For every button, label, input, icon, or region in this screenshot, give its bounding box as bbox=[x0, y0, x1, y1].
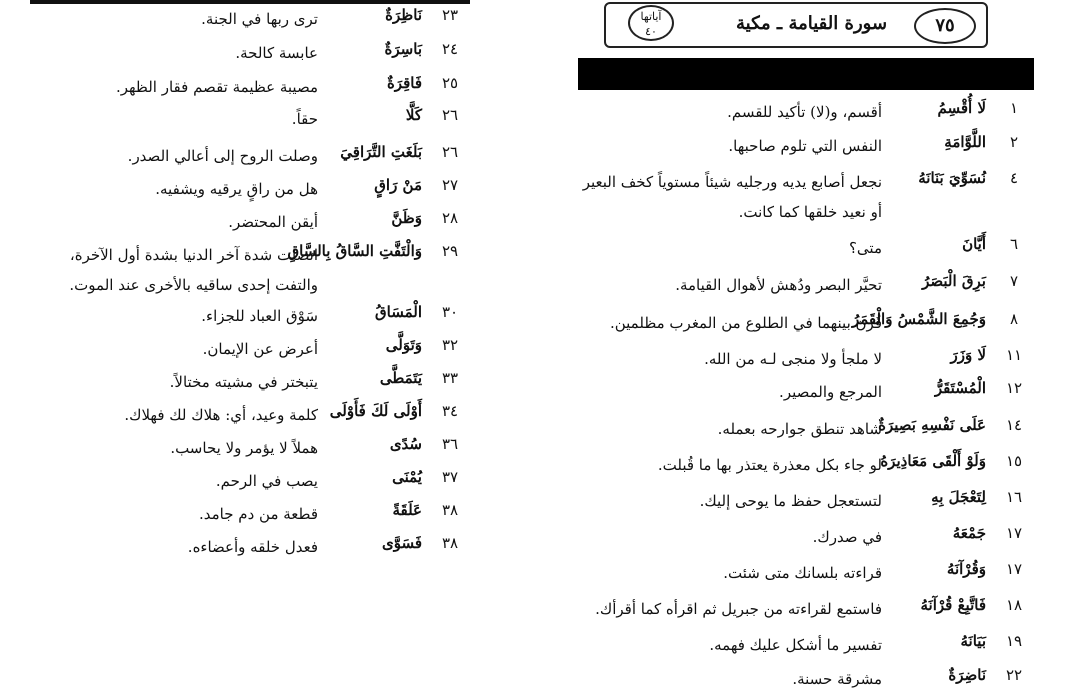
quran-word: وَالْتَفَّتِ السَّاقُ بِالسَّاقِ bbox=[287, 242, 422, 260]
verse-number: ٢٦ bbox=[441, 143, 459, 161]
verse-number: ٣٠ bbox=[441, 303, 459, 321]
surah-header bbox=[604, 2, 988, 48]
meaning: في صدرك. bbox=[812, 528, 882, 546]
meaning: يصب في الرحم. bbox=[215, 472, 318, 490]
quran-word: جَمْعَهُ bbox=[952, 524, 986, 542]
verse-number: ٢٢ bbox=[1005, 666, 1023, 684]
quran-word: وَتَوَلَّى bbox=[385, 336, 422, 354]
verse-number: ٢٣ bbox=[441, 6, 459, 24]
verse-number: ١٥ bbox=[1005, 452, 1023, 470]
meaning: عابسة كالحة. bbox=[235, 44, 318, 62]
quran-word: الْمَسَاقُ bbox=[375, 303, 422, 321]
verse-number: ١٢ bbox=[1005, 379, 1023, 397]
verse-number: ٣٤ bbox=[441, 402, 459, 420]
quran-word: عَلَى نَفْسِهِ بَصِيرَةٌ bbox=[878, 416, 986, 434]
quran-word: وَظَنَّ bbox=[391, 209, 422, 227]
quran-word: سُدًى bbox=[389, 435, 422, 453]
meaning: يتبختر في مشيته مختالاً. bbox=[169, 373, 318, 391]
verse-number: ٢٦ bbox=[441, 106, 459, 124]
verse-number: ٣٢ bbox=[441, 336, 459, 354]
surah-number: ٧٥ bbox=[914, 8, 976, 44]
quran-word: فَسَوَّى bbox=[381, 534, 422, 552]
meaning: فاستمع لقراءته من جبريل ثم اقرأه كما أقرأك. bbox=[595, 600, 882, 618]
verse-number: ١٩ bbox=[1005, 632, 1023, 650]
quran-word: كَلَّا bbox=[405, 106, 422, 124]
quran-word: أَيَّانَ bbox=[962, 235, 986, 253]
meaning: نجعل أصابع يديه ورجليه شيئاً مستوياً كخف البعير أو نعيد خلقها كما كانت. bbox=[582, 173, 882, 221]
quran-word: نَاضِرَةٌ bbox=[948, 666, 986, 684]
ayat-label: آياتها bbox=[640, 10, 662, 23]
meaning: مشرقة حسنة. bbox=[792, 670, 882, 688]
quran-word: بَيَانَهُ bbox=[960, 632, 986, 650]
meaning: فعدل خلقه وأعضاءه. bbox=[187, 538, 318, 556]
meaning: متى؟ bbox=[848, 239, 882, 257]
verse-number: ٣٨ bbox=[441, 501, 459, 519]
verse-number: ١ bbox=[1009, 99, 1019, 117]
redaction-bar bbox=[578, 58, 1034, 90]
ayat-count: ٤٠ bbox=[645, 25, 657, 38]
meaning: هملاً لا يؤمر ولا يحاسب. bbox=[170, 439, 318, 457]
meaning: اتصلت شدة آخر الدنيا بشدة أول الآخرة، والتفت إحدى ساقيه بالأخرى عند الموت. bbox=[69, 246, 318, 294]
meaning: مصيبة عظيمة تقصم فقار الظهر. bbox=[115, 78, 318, 96]
verse-number: ١٧ bbox=[1005, 524, 1023, 542]
meaning: كلمة وعيد، أي: هلاك لك فهلاك. bbox=[124, 406, 318, 424]
verse-number: ١٧ bbox=[1005, 560, 1023, 578]
quran-word: بَاسِرَةٌ bbox=[384, 40, 422, 58]
surah-title: سورة القيامة ـ مكية bbox=[736, 13, 888, 34]
quran-word: وَجُمِعَ الشَّمْسُ وَالْقَمَرُ bbox=[851, 310, 986, 328]
verse-number: ٢٥ bbox=[441, 74, 459, 92]
quran-word: وَقُرْآنَهُ bbox=[946, 560, 986, 578]
meaning: لا ملجأ ولا منجى لـه من الله. bbox=[704, 350, 882, 368]
meaning: ترى ربها في الجنة. bbox=[201, 10, 318, 28]
meaning: شاهد تنطق جوارحه بعمله. bbox=[717, 420, 882, 438]
verse-number: ٦ bbox=[1009, 235, 1019, 253]
verse-number: ١٦ bbox=[1005, 488, 1023, 506]
verse-number: ٢٧ bbox=[441, 176, 459, 194]
verse-number: ٣٣ bbox=[441, 369, 459, 387]
quran-word: فَاتَّبِعْ قُرْآنَهُ bbox=[920, 596, 986, 614]
quran-word: مَنْ رَاقٍ bbox=[374, 176, 422, 194]
verse-number: ٢ bbox=[1009, 133, 1019, 151]
quran-word: بَلَغَتِ التَّرَاقِيَ bbox=[340, 143, 422, 161]
verse-number: ٣٦ bbox=[441, 435, 459, 453]
quran-word: فَاقِرَةٌ bbox=[386, 74, 422, 92]
meaning: لو جاء بكل معذرة يعتذر بها ما قُبلت. bbox=[657, 456, 882, 474]
quran-word: الْمُسْتَقَرُّ bbox=[934, 379, 986, 397]
verse-number: ٨ bbox=[1009, 310, 1019, 328]
meaning: قطعة من دم جامد. bbox=[199, 505, 318, 523]
meaning: قُرن بينهما في الطلوع من المغرب مظلمين. bbox=[609, 314, 882, 332]
verse-number: ١٨ bbox=[1005, 596, 1023, 614]
meaning: سَوْق العباد للجزاء. bbox=[201, 307, 318, 325]
meaning: حقاً. bbox=[291, 110, 318, 128]
meaning: تفسير ما أشكل عليك فهمه. bbox=[709, 636, 882, 654]
meaning: لتستعجل حفظ ما يوحى إليك. bbox=[699, 492, 882, 510]
verse-number: ٢٨ bbox=[441, 209, 459, 227]
verse-number: ٢٩ bbox=[441, 242, 459, 260]
ayat-count-badge bbox=[628, 5, 674, 41]
quran-word: لِتَعْجَلَ بِهِ bbox=[931, 488, 986, 506]
meaning: أعرض عن الإيمان. bbox=[202, 340, 318, 358]
verse-number: ١١ bbox=[1005, 346, 1023, 364]
meaning: النفس التي تلوم صاحبها. bbox=[728, 137, 882, 155]
verse-number: ٤ bbox=[1009, 169, 1019, 187]
meaning: أقسم، و(لا) تأكيد للقسم. bbox=[727, 103, 882, 121]
meaning: أيقن المحتضر. bbox=[228, 213, 318, 231]
quran-word: نُسَوِّيَ بَنَانَهُ bbox=[918, 169, 986, 187]
quran-word: لَا أُقْسِمُ bbox=[937, 99, 986, 117]
quran-word: يُمْنَى bbox=[392, 468, 422, 486]
quran-word: بَرِقَ الْبَصَرُ bbox=[922, 272, 986, 290]
quran-word: اللَّوَّامَةِ bbox=[944, 133, 986, 151]
meaning: قراءته بلسانك متى شئت. bbox=[723, 564, 882, 582]
quran-word: وَلَوْ أَلْقَى مَعَاذِيرَهُ bbox=[880, 452, 986, 470]
verse-number: ٣٨ bbox=[441, 534, 459, 552]
meaning: وصلت الروح إلى أعالي الصدر. bbox=[127, 147, 318, 165]
verse-number: ٣٧ bbox=[441, 468, 459, 486]
meaning: هل من راقٍ يرقيه ويشفيه. bbox=[155, 180, 318, 198]
quran-word: عَلَقَةً bbox=[392, 501, 422, 519]
meaning: المرجع والمصير. bbox=[779, 383, 882, 401]
quran-word: نَاظِرَةٌ bbox=[385, 6, 422, 24]
quran-word: لَا وَزَرَ bbox=[950, 346, 986, 364]
verse-number: ٧ bbox=[1009, 272, 1019, 290]
quran-word: يَتَمَطَّى bbox=[379, 369, 422, 387]
meaning: تحيَّر البصر ودُهش لأهوال القيامة. bbox=[675, 276, 882, 294]
verse-number: ٢٤ bbox=[441, 40, 459, 58]
quran-word: أَوْلَى لَكَ فَأَوْلَى bbox=[329, 402, 422, 420]
verse-number: ١٤ bbox=[1005, 416, 1023, 434]
